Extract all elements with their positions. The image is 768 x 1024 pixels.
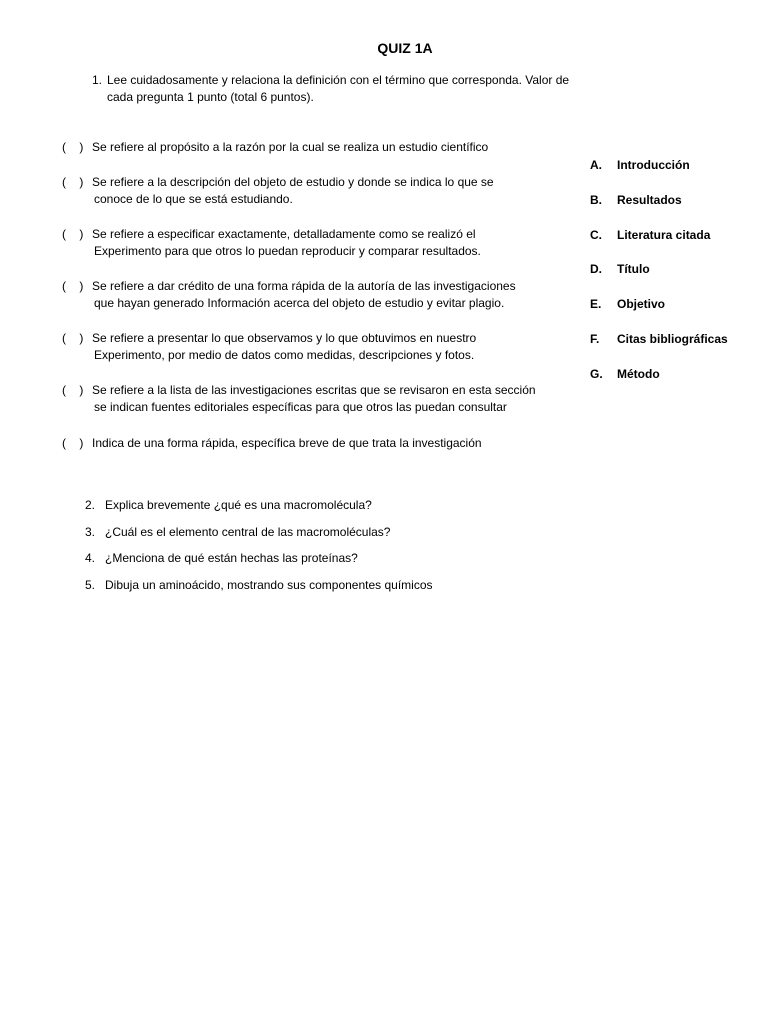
instruction-number: 1.	[91, 73, 102, 87]
definition-line-2: se indican fuentes editoriales específicas para que otros las puedan consultar	[94, 400, 507, 414]
page-title: QUIZ 1A	[377, 40, 433, 56]
option-term: Objetivo	[617, 297, 666, 311]
answer-blank[interactable]: ( )	[62, 279, 84, 293]
definition-line-1: Indica de una forma rápida, específica breve de que trata la investigación	[92, 436, 482, 450]
question-text: Explica brevemente ¿qué es una macromolécula?	[105, 498, 372, 512]
question-text: Dibuja un aminoácido, mostrando sus componentes químicos	[105, 578, 433, 592]
option-letter: E.	[590, 297, 602, 311]
option-term: Título	[617, 262, 650, 276]
question-number: 3.	[84, 525, 95, 539]
definition-line-2: conoce de lo que se está estudiando.	[94, 192, 293, 206]
option-letter: D.	[590, 262, 602, 276]
instruction-line-2: cada pregunta 1 punto (total 6 puntos).	[107, 90, 314, 104]
option-item	[590, 261, 760, 278]
instruction-line-1: Lee cuidadosamente y relaciona la definición con el término que corresponda. Valor de	[107, 73, 570, 87]
answer-blank[interactable]: ( )	[62, 383, 84, 397]
definition-line-2: que hayan generado Información acerca del objeto de estudio y evitar plagio.	[94, 296, 505, 310]
definition-item	[62, 278, 572, 312]
option-term: Introducción	[617, 158, 690, 172]
question-item	[75, 550, 675, 567]
option-term: Resultados	[617, 193, 682, 207]
answer-blank[interactable]: ( )	[62, 331, 84, 345]
definition-item	[62, 174, 572, 208]
definition-item	[62, 382, 572, 416]
question-item	[75, 524, 675, 541]
option-item	[590, 227, 760, 244]
answer-blank[interactable]: ( )	[62, 227, 84, 241]
question-number: 2.	[84, 498, 95, 512]
answer-blank[interactable]: ( )	[62, 140, 84, 154]
option-term: Método	[617, 367, 660, 381]
definition-line-1: Se refiere a la descripción del objeto de estudio y donde se indica lo que se	[92, 175, 494, 189]
option-item	[590, 192, 760, 209]
definition-line-1: Se refiere a la lista de las investigaciones escritas que se revisaron en esta sección	[92, 383, 536, 397]
option-letter: C.	[590, 228, 602, 242]
option-item	[590, 331, 760, 348]
definition-line-1: Se refiere a presentar lo que observamos y lo que obtuvimos en nuestro	[92, 331, 477, 345]
definition-item	[62, 139, 572, 156]
question-item	[75, 577, 675, 594]
definition-item	[62, 226, 572, 260]
answer-blank[interactable]: ( )	[62, 436, 84, 450]
question-number: 5.	[84, 578, 95, 592]
question-text: ¿Menciona de qué están hechas las proteínas?	[105, 551, 358, 565]
option-letter: B.	[590, 193, 602, 207]
option-term: Citas bibliográficas	[617, 332, 728, 346]
option-item	[590, 366, 760, 383]
question-text: ¿Cuál es el elemento central de las macromoléculas?	[105, 525, 391, 539]
option-item	[590, 296, 760, 313]
option-term: Literatura citada	[617, 228, 711, 242]
option-item	[590, 157, 760, 174]
question-item	[75, 497, 675, 514]
definition-line-1: Se refiere al propósito a la razón por la cual se realiza un estudio científico	[92, 140, 489, 154]
option-letter: G.	[590, 367, 603, 381]
question-number: 4.	[84, 551, 95, 565]
definition-line-2: Experimento, por medio de datos como medidas, descripciones y fotos.	[94, 348, 475, 362]
definition-item	[62, 330, 572, 364]
definition-line-1: Se refiere a dar crédito de una forma rápida de la autoría de las investigaciones	[92, 279, 516, 293]
option-letter: A.	[590, 158, 602, 172]
option-letter: F.	[590, 332, 600, 346]
definition-item	[62, 435, 572, 452]
answer-blank[interactable]: ( )	[62, 175, 84, 189]
instruction-text	[107, 72, 607, 106]
definition-line-2: Experimento para que otros lo puedan reproducir y comparar resultados.	[94, 244, 481, 258]
definition-line-1: Se refiere a especificar exactamente, detalladamente como se realizó el	[92, 227, 476, 241]
